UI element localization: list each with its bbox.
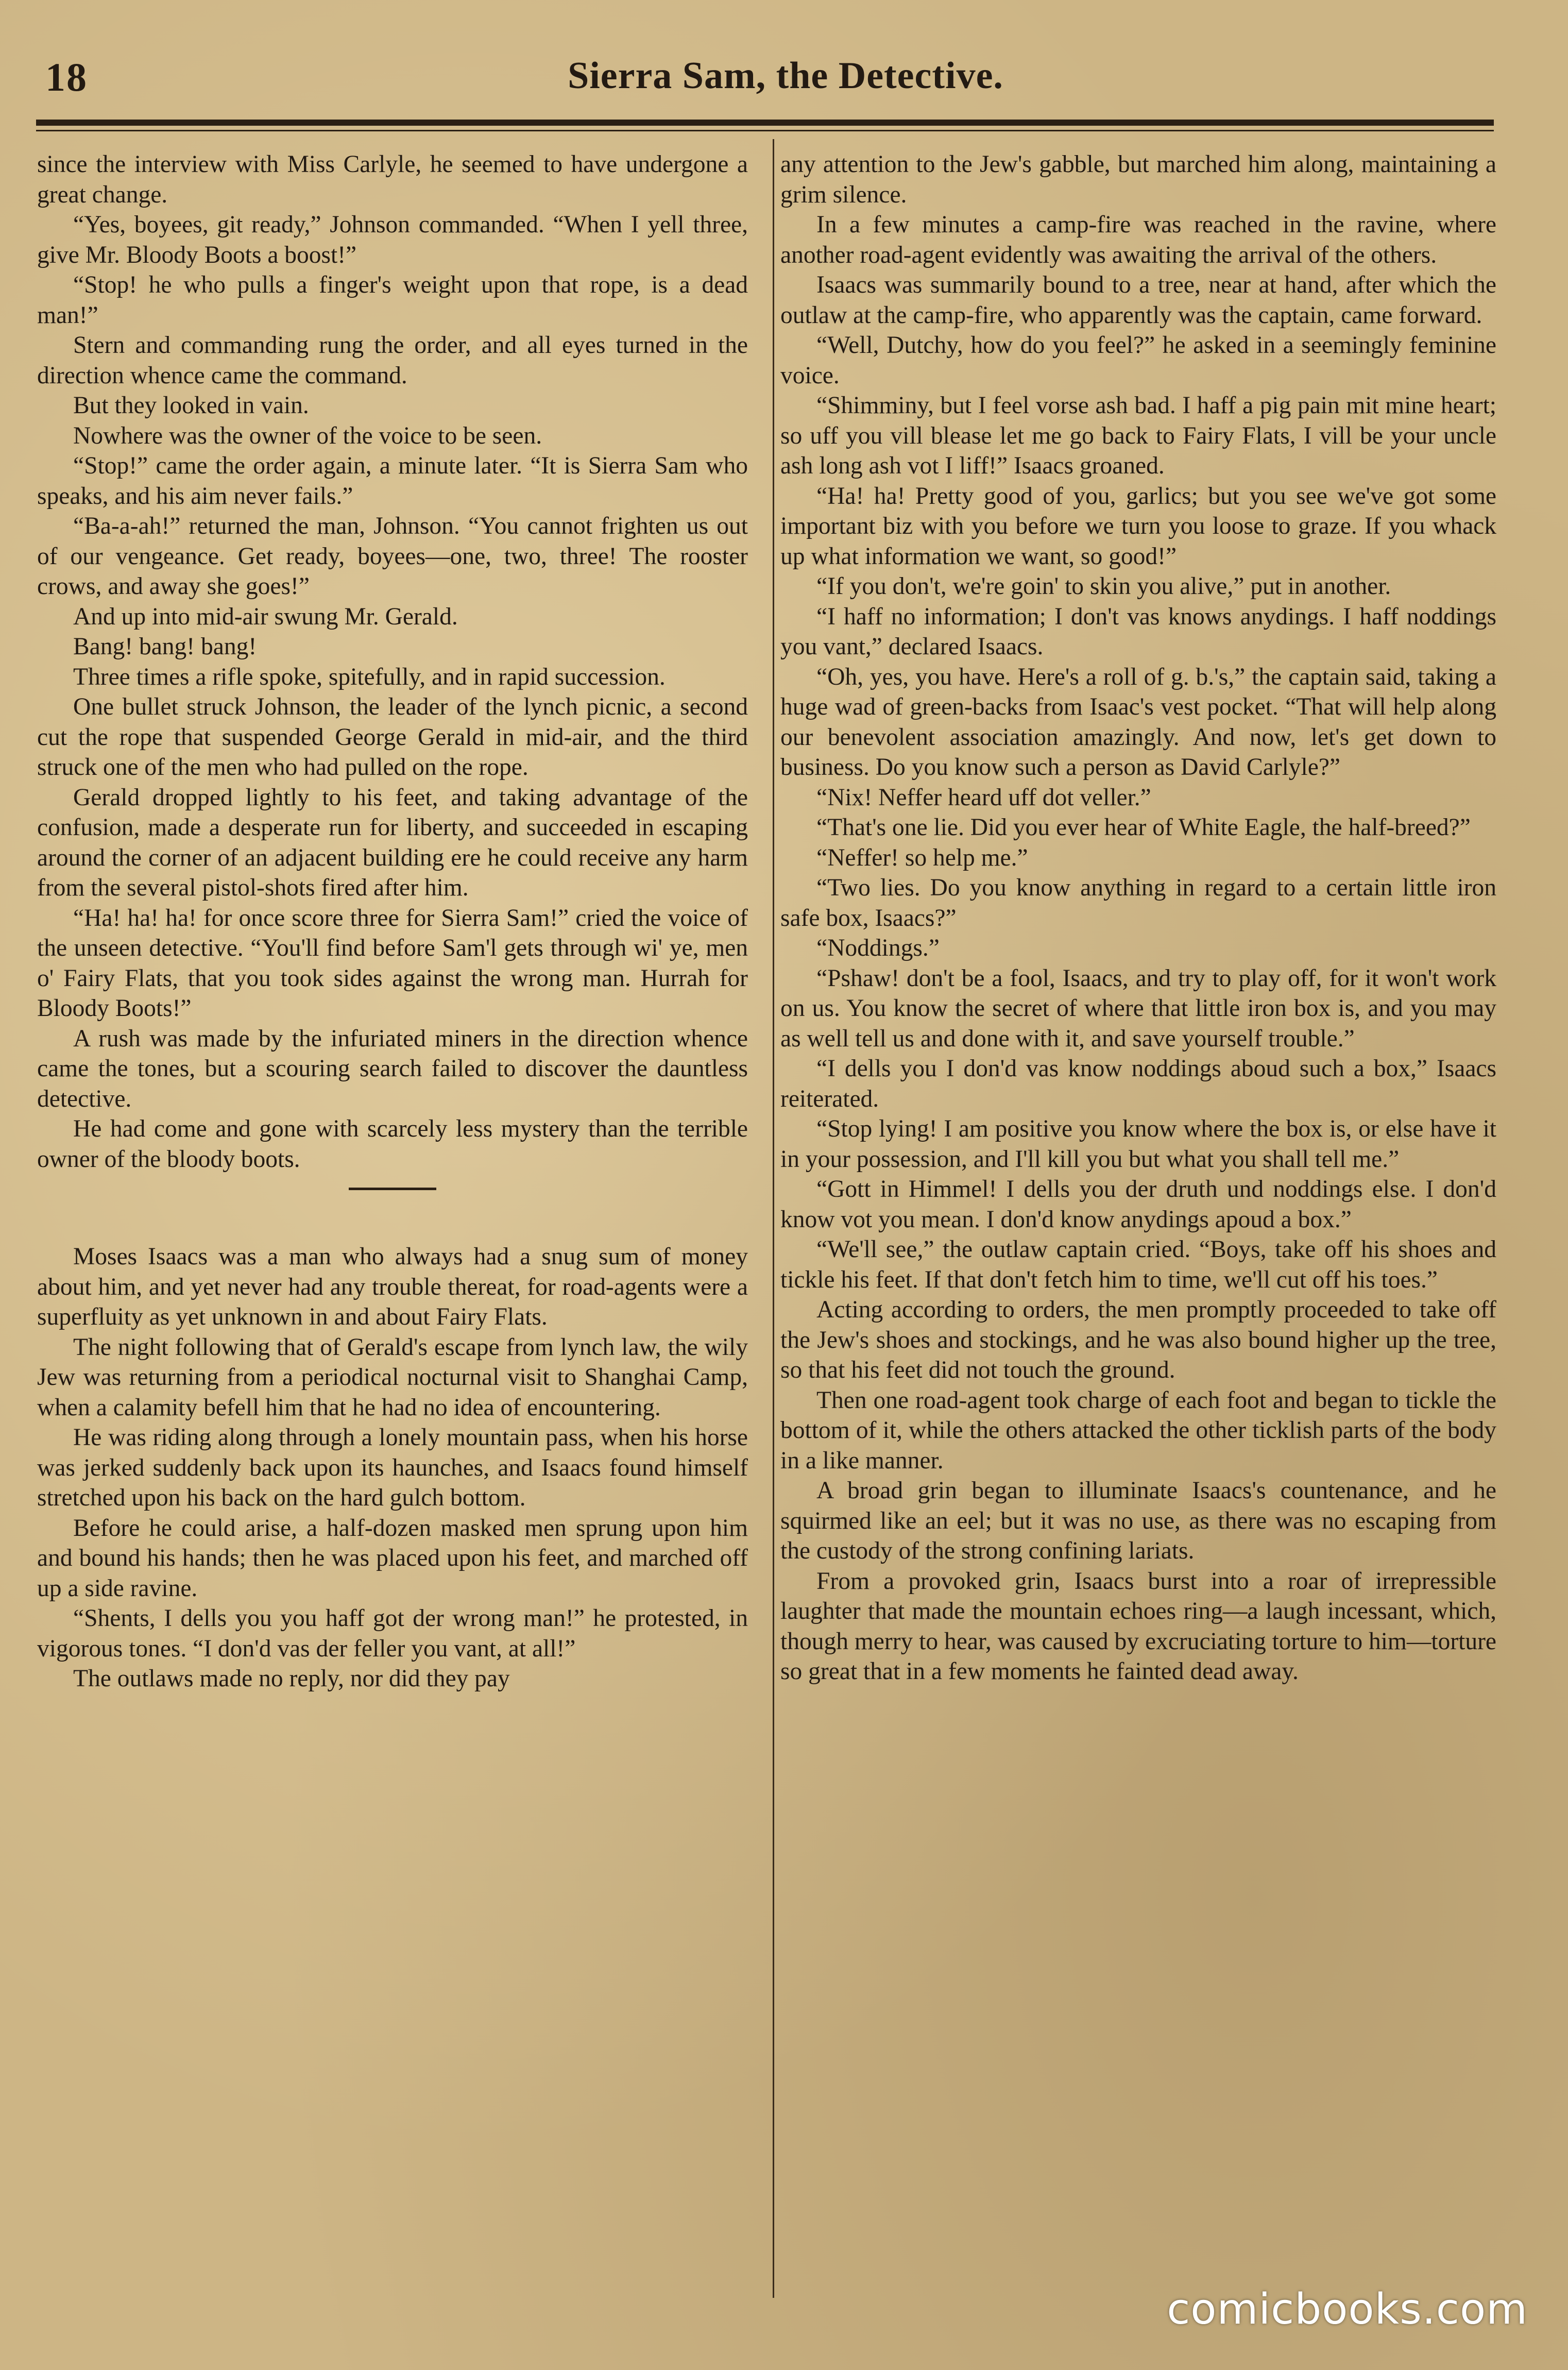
column-divider [773, 139, 774, 2298]
header-rule-thin [36, 130, 1494, 131]
paragraph: From a provoked grin, Isaacs burst into a roar of irrepressible laughter that made the mountain echoes ring—a laugh incessant, which, though merry to hear, was caused by excruciating torture to him—torture so great that in a few moments he fainted dead away. [780, 1567, 1496, 1685]
paragraph: “Pshaw! don't be a fool, Isaacs, and try to play off, for it won't work on us. You know the secret of where that little iron box is, and you may as well tell us and done with it, and save yourself trouble.” [780, 964, 1496, 1052]
paragraph: Isaacs was summarily bound to a tree, near at hand, after which the outlaw at the camp-fire, who apparently was the captain, came forward. [780, 272, 1496, 329]
section-break [349, 1188, 436, 1190]
paragraph: A rush was made by the infuriated miners in the direction whence came the tones, but a scouring search failed to discover the dauntless detective. [37, 1025, 748, 1112]
paragraph: The outlaws made no reply, nor did they pay [73, 1665, 510, 1692]
paragraph: Acting according to orders, the men promptly proceeded to take off the Jew's shoes and stockings, and he was also bound higher up the tree, so that his feet did not touch the ground. [780, 1296, 1496, 1383]
paragraph: “I haff no information; I don't vas knows anydings. I haff noddings you vant,” declared Isaacs. [780, 603, 1496, 660]
paragraph: And up into mid-air swung Mr. Gerald. [73, 603, 458, 630]
paragraph: since the interview with Miss Carlyle, he seemed to have undergone a great change. [37, 151, 748, 208]
paragraph: “That's one lie. Did you ever hear of White Eagle, the half-breed?” [816, 814, 1471, 841]
paragraph: “Ha! ha! Pretty good of you, garlics; but you see we've got some important biz with you before we turn you loose to graze. If you whack up what information we want, so good!” [780, 482, 1496, 570]
running-title: Sierra Sam, the Detective. [568, 55, 1003, 97]
paragraph: “Nix! Neffer heard uff dot veller.” [816, 784, 1151, 811]
paragraph: “Ha! ha! ha! for once score three for Sierra Sam!” cried the voice of the unseen detective. “You'll find before Sam'l gets through wi' ye, men o' Fairy Flats, that you took sides against the wrong man. Hurrah for Bloody Boots!” [37, 904, 748, 1022]
paragraph: Moses Isaacs was a man who always had a snug sum of money about him, and yet never had any trouble thereat, for road-agents were a superfluity as yet unknown in and about Fairy Flats. [37, 1243, 748, 1330]
paragraph: “Noddings.” [816, 935, 940, 961]
watermark: comicbooks.com [1167, 2285, 1528, 2334]
paragraph: “Neffer! so help me.” [816, 844, 1028, 871]
paragraph: One bullet struck Johnson, the leader of the lynch picnic, a second cut the rope that suspended George Gerald in mid-air, and the third struck one of the men who had pulled on the rope. [37, 693, 748, 781]
paragraph: Bang! bang! bang! [73, 633, 257, 660]
paragraph: Stern and commanding rung the order, and all eyes turned in the direction whence came the command. [37, 332, 748, 389]
paragraph: Before he could arise, a half-dozen masked men sprung upon him and bound his hands; then he was placed upon his feet, and marched off up a side ravine. [37, 1514, 748, 1602]
right-column [780, 149, 1496, 1687]
paragraph: “Gott in Himmel! I dells you der druth und noddings else. I don'd know vot you mean. I don'd know anydings apoud a box.” [780, 1176, 1496, 1233]
paragraph: But they looked in vain. [73, 392, 309, 419]
page-number: 18 [45, 55, 88, 99]
paragraph: “Well, Dutchy, how do you feel?” he asked in a seemingly feminine voice. [780, 332, 1496, 389]
paragraph: “I dells you I don'd vas know noddings aboud such a box,” Isaacs reiterated. [780, 1055, 1496, 1112]
paragraph: “Stop lying! I am positive you know where the box is, or else have it in your possession, and I'll kill you but what you shall tell me.” [780, 1115, 1496, 1173]
paragraph: “We'll see,” the outlaw captain cried. “Boys, take off his shoes and tickle his feet. If that don't fetch him to time, we'll cut off his toes.” [780, 1236, 1496, 1293]
left-column [37, 149, 748, 1694]
paragraph: “If you don't, we're goin' to skin you alive,” put in another. [816, 573, 1391, 600]
header-rule [36, 120, 1494, 126]
paragraph: “Two lies. Do you know anything in regard to a certain little iron safe box, Isaacs?” [780, 874, 1496, 932]
paragraph: any attention to the Jew's gabble, but marched him along, maintaining a grim silence. [780, 151, 1496, 208]
paragraph: “Ba-a-ah!” returned the man, Johnson. “You cannot frighten us out of our vengeance. Get ready, boyees—one, two, three! The rooster crows, and away she goes!” [37, 513, 748, 600]
paragraph: “Stop! he who pulls a finger's weight upon that rope, is a dead man!” [37, 272, 748, 329]
paragraph: The night following that of Gerald's escape from lynch law, the wily Jew was returning from a periodical nocturnal visit to Shanghai Camp, when a calamity befell him that he had no idea of encountering. [37, 1333, 748, 1421]
paragraph: “Shents, I dells you you haff got der wrong man!” he protested, in vigorous tones. “I don'd vas der feller you vant, at all!” [37, 1605, 748, 1662]
paragraph: Gerald dropped lightly to his feet, and taking advantage of the confusion, made a desperate run for liberty, and succeeded in escaping around the corner of an adjacent building ere he could receive any harm from the several pistol-shots fired after him. [37, 784, 748, 901]
paragraph: “Yes, boyees, git ready,” Johnson commanded. “When I yell three, give Mr. Bloody Boots a boost!” [37, 211, 748, 268]
paragraph: Nowhere was the owner of the voice to be seen. [73, 422, 542, 449]
paragraph: “Oh, yes, you have. Here's a roll of g. b.'s,” the captain said, taking a huge wad of green-backs from Isaac's vest pocket. “That will help along our benevolent association amazingly. And now, let's get down to business. Do you know such a person as David Carlyle?” [780, 663, 1496, 781]
paragraph: A broad grin began to illuminate Isaacs's countenance, and he squirmed like an eel; but it was no use, as there was no escaping from the custody of the strong confining lariats. [780, 1477, 1496, 1564]
paragraph: Three times a rifle spoke, spitefully, and in rapid succession. [73, 663, 666, 690]
paragraph: In a few minutes a camp-fire was reached in the ravine, where another road-agent evidently was awaiting the arrival of the others. [780, 211, 1496, 268]
paragraph: “Shimminy, but I feel vorse ash bad. I haff a pig pain mit mine heart; so uff you vill blease let me go back to Fairy Flats, I vill be your uncle ash long ash vot I liff!” Isaacs groaned. [780, 392, 1496, 479]
paragraph: “Stop!” came the order again, a minute later. “It is Sierra Sam who speaks, and his aim never fails.” [37, 452, 748, 510]
paragraph: He was riding along through a lonely mountain pass, when his horse was jerked suddenly back upon its haunches, and Isaacs found himself stretched upon his back on the hard gulch bottom. [37, 1424, 748, 1511]
paragraph: Then one road-agent took charge of each foot and began to tickle the bottom of it, while the others attacked the other ticklish parts of the body in a like manner. [780, 1386, 1496, 1474]
page-header [36, 54, 1535, 111]
paragraph: He had come and gone with scarcely less mystery than the terrible owner of the bloody boots. [37, 1115, 748, 1173]
